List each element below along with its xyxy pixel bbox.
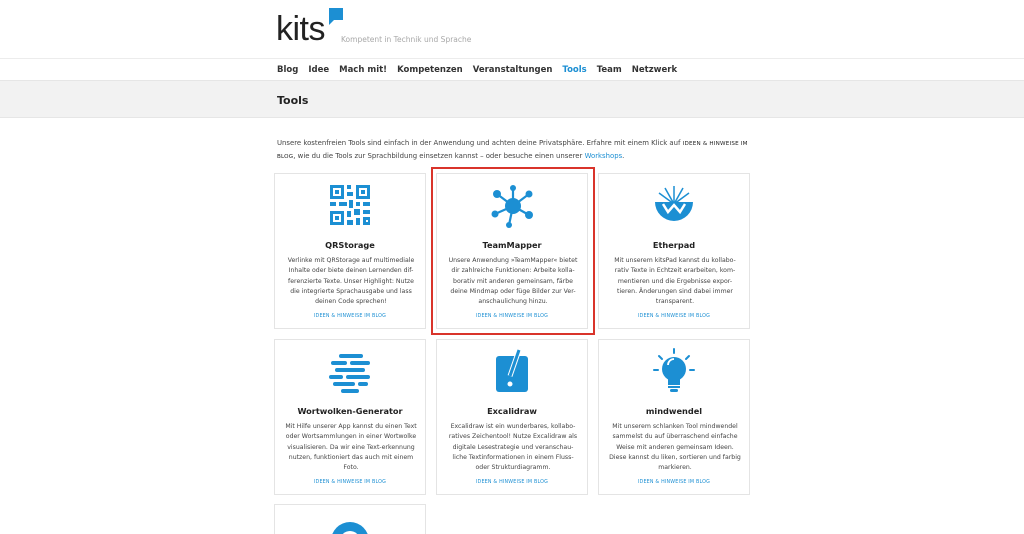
- tool-description: Mit unserem kitsPad kannst du kollabo-rativ Texte in Echtzeit erarbeiten, kom-mentieren und die Ergebnisse expor-tieren. Änderungen sind dabei immer transparent.: [614, 257, 736, 306]
- nav-item-blog[interactable]: Blog: [277, 65, 299, 75]
- etherpad-bowl-icon: [651, 182, 697, 228]
- tool-card-qrstorage[interactable]: [274, 173, 426, 329]
- tool-title: QRStorage: [325, 240, 375, 250]
- drawing-tablet-icon: [489, 348, 535, 394]
- tool-card-partial[interactable]: [274, 504, 426, 534]
- nav-item-netzwerk[interactable]: Netzwerk: [631, 65, 678, 75]
- tool-card-excalidraw[interactable]: [436, 339, 588, 495]
- intro-text: [277, 137, 749, 163]
- tool-card-wortwolken-generator[interactable]: [274, 339, 426, 495]
- tool-blog-link[interactable]: IDEEN & HINWEISE IM BLOG: [637, 480, 711, 485]
- tool-title: Excalidraw: [487, 406, 537, 416]
- tool-title: Wortwolken-Generator: [297, 406, 403, 416]
- tool-title: mindwendel: [645, 406, 703, 416]
- nav-item-idee[interactable]: Idee: [308, 65, 330, 75]
- tool-description: Mit unserem schlanken Tool mindwendel sammelst du auf überraschend einfache Weise mit anderen gemeinsam Ideen. Diese kannst du liken, sortieren und farbig markieren.: [609, 423, 741, 472]
- intro-text-end: .: [622, 152, 625, 160]
- tool-blog-link[interactable]: IDEEN & HINWEISE IM BLOG: [637, 314, 711, 319]
- tool-blog-link[interactable]: IDEEN & HINWEISE IM BLOG: [475, 480, 549, 485]
- word-cloud-lines-icon: [327, 348, 373, 394]
- qr-code-icon: [327, 182, 373, 228]
- lightbulb-icon: [651, 348, 697, 394]
- nav-item-tools[interactable]: Tools: [562, 65, 587, 75]
- site-logo[interactable]: [276, 12, 325, 46]
- tool-description: Unsere Anwendung »TeamMapper« bietet dir zahlreiche Funktionen: Arbeite kolla-borativ mit anderen gemeinsam, färbe deine Mindmap oder füge Bilder zur Ver-anschaulichung hinzu.: [448, 257, 578, 306]
- intro-text-part2: , wie du die Tools zur Sprachbildung einsetzen kannst – oder besuche einen unserer: [293, 152, 583, 160]
- intro-blog-link[interactable]: IDEEN & HINWEISE IM BLOG: [277, 141, 748, 160]
- workshops-link[interactable]: Workshops: [584, 152, 623, 160]
- tool-blog-link[interactable]: IDEEN & HINWEISE IM BLOG: [475, 314, 549, 319]
- nav-item-kompetenzen[interactable]: Kompetenzen: [397, 65, 463, 75]
- page-title-bar: [0, 80, 1024, 118]
- nav-item-mach-mit[interactable]: Mach mit!: [339, 65, 388, 75]
- tool-description: Verlinke mit QRStorage auf multimediale Inhalte oder biete deinen Lernenden dif-ferenzierte Texte. Unser Highlight: Nutze die integrierte Sprachausgabe und lass deinen Code sprechen!: [287, 257, 415, 306]
- tool-title: TeamMapper: [482, 240, 542, 250]
- tool-description: Excalidraw ist ein wunderbares, kollabo-ratives Zeichentool! Nutze Excalidraw als digitale Lesestrategie und veranschau-liche Textinformationen in einem Fluss- oder Strukturdiagramm.: [448, 423, 578, 472]
- nav-item-veranstaltungen[interactable]: Veranstaltungen: [472, 65, 553, 75]
- site-tagline: Kompetent in Technik und Sprache: [341, 35, 472, 44]
- tool-title: Etherpad: [652, 240, 696, 250]
- circular-tool-icon: [327, 513, 373, 534]
- nav-item-team[interactable]: Team: [596, 65, 622, 75]
- tool-blog-link[interactable]: IDEEN & HINWEISE IM BLOG: [313, 480, 387, 485]
- tool-blog-link[interactable]: IDEEN & HINWEISE IM BLOG: [313, 314, 387, 319]
- page-title: Tools: [277, 94, 309, 107]
- logo-flag-icon: [329, 8, 343, 20]
- tool-card-mindwendel[interactable]: [598, 339, 750, 495]
- tool-description: Mit Hilfe unserer App kannst du einen Text oder Wortsammlungen in einer Wortwolke visualisieren. Da wir eine Text-erkennung nutzen, funktioniert das auch mit einem Foto.: [285, 423, 417, 472]
- intro-text-part1: Unsere kostenfreien Tools sind einfach in der Anwendung und achten deine Privatsphäre. Erfahre mit einem Klick auf: [277, 139, 681, 147]
- logo-text: kits: [276, 10, 325, 48]
- highlight-box: [431, 167, 595, 335]
- tool-card-etherpad[interactable]: [598, 173, 750, 329]
- main-nav: [0, 58, 1024, 80]
